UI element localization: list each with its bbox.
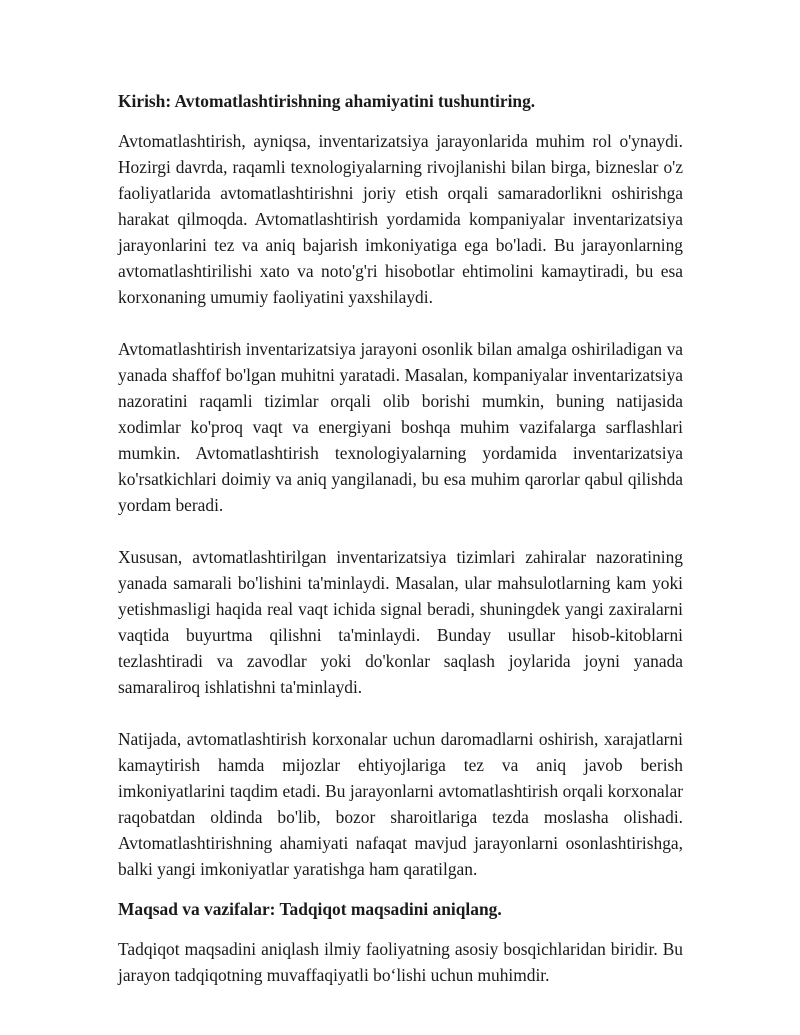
paragraph: Avtomatlashtirish, ayniqsa, inventarizatsiya jarayonlarida muhim rol o'ynaydi. Hozirgi davrda, raqamli texnologiyalarning rivojlanishi bilan birga, bizneslar o'z faoliyatlarida avtomatlashtirishni joriy etish orqali samaradorlikni oshirishga harakat qilmoqda. Avtomatlashtirish yordamida kompaniyalar inventarizatsiya jarayonlarini tez va aniq bajarish imkoniyatiga ega bo'ladi. Bu jarayonlarning avtomatlashtirilishi xato va noto'g'ri hisobotlar ehtimolini kamaytiradi, bu esa korxonaning umumiy faoliyatini yaxshilaydi. bbox=[118, 131, 683, 307]
paragraph: Avtomatlashtirish inventarizatsiya jarayoni osonlik bilan amalga oshiriladigan va yanada shaffof bo'lgan muhitni yaratadi. Masalan, kompaniyalar inventarizatsiya nazoratini raqamli tizimlar orqali olib borishi mumkin, buning natijasida xodimlar ko'proq vaqt va energiyani boshqa muhim vazifalarga sarflashlari mumkin. Avtomatlashtirish texnologiyalarning yordamida inventarizatsiya ko'rsatkichlari doimiy va aniq yangilanadi, bu esa muhim qarorlar qabul qilishda yordam beradi. bbox=[118, 339, 683, 515]
document-page bbox=[118, 88, 683, 988]
paragraph: Xususan, avtomatlashtirilgan inventarizatsiya tizimlari zahiralar nazoratining yanada samarali bo'lishini ta'minlaydi. Masalan, ular mahsulotlarning kam yoki yetishmasligi haqida real vaqt ichida signal beradi, shuningdek yangi zaxiralarni vaqtida buyurtma qilishni ta'minlaydi. Bunday usullar hisob-kitoblarni tezlashtiradi va zavodlar yoki do'konlar saqlash joylarida joyni yanada samaraliroq ishlatishni ta'minlaydi. bbox=[118, 547, 683, 697]
section-heading: Maqsad va vazifalar: Tadqiqot maqsadini aniqlang. bbox=[118, 899, 502, 919]
paragraph: Natijada, avtomatlashtirish korxonalar uchun daromadlarni oshirish, xarajatlarni kamaytirish hamda mijozlar ehtiyojlariga tez va aniq javob berish imkoniyatlarini taqdim etadi. Bu jarayonlarni avtomatlashtirish orqali korxonalar raqobatdan oldinda bo'lib, bozor sharoitlariga tezda moslasha olishadi. Avtomatlashtirishning ahamiyati nafaqat mavjud jarayonlarni osonlashtirishga, balki yangi imkoniyatlar yaratishga ham qaratilgan. bbox=[118, 729, 683, 879]
section-heading: Kirish: Avtomatlashtirishning ahamiyatini tushuntiring. bbox=[118, 91, 536, 111]
section-introduction bbox=[118, 88, 683, 882]
section-goals bbox=[118, 896, 683, 988]
paragraph: Tadqiqot maqsadini aniqlash ilmiy faoliyatning asosiy bosqichlaridan biridir. Bu jarayon tadqiqotning muvaffaqiyatli bo‘lishi uchun muhimdir. bbox=[118, 939, 683, 985]
